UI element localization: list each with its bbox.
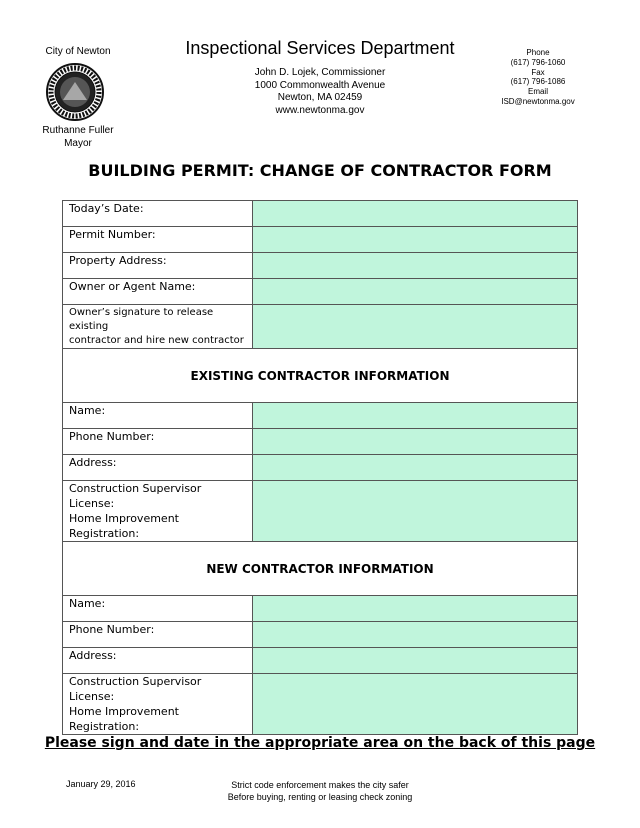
new-license-input[interactable] xyxy=(253,674,578,735)
table-row xyxy=(63,481,578,542)
table-row xyxy=(63,622,578,648)
field-label: Permit Number: xyxy=(63,227,253,253)
field-label: Address: xyxy=(63,648,253,674)
field-label: Phone Number: xyxy=(63,622,253,648)
new-name-input[interactable] xyxy=(253,596,578,622)
phone-number: (617) 796-1060 xyxy=(510,57,566,67)
field-label: Address: xyxy=(63,455,253,481)
city-state-zip: Newton, MA 02459 xyxy=(277,92,363,103)
table-row xyxy=(63,455,578,481)
table-row xyxy=(63,253,578,279)
signature-label-line2: contractor and hire new contractor xyxy=(69,335,244,346)
email-label: Email xyxy=(527,87,548,97)
license-label xyxy=(63,674,253,735)
existing-name-input[interactable] xyxy=(253,403,578,429)
signature-label-line1: Owner’s signature to release existing xyxy=(69,307,214,332)
commissioner: John D. Lojek, Commissioner xyxy=(254,67,386,78)
table-row xyxy=(63,403,578,429)
field-label: Name: xyxy=(63,596,253,622)
license-label-line1: Construction Supervisor License: xyxy=(69,675,202,703)
field-label: Owner or Agent Name: xyxy=(63,279,253,305)
license-label xyxy=(63,481,253,542)
footer-slogan xyxy=(200,779,440,803)
existing-phone-input[interactable] xyxy=(253,429,578,455)
mayor-block xyxy=(28,124,128,150)
new-phone-input[interactable] xyxy=(253,622,578,648)
table-row xyxy=(63,674,578,735)
mayor-name: Ruthanne Fuller xyxy=(42,125,114,136)
new-address-input[interactable] xyxy=(253,648,578,674)
table-row xyxy=(63,596,578,622)
street-address: 1000 Commonwealth Avenue xyxy=(254,79,386,91)
table-row xyxy=(63,279,578,305)
slogan-line2: Before buying, renting or leasing check zoning xyxy=(227,792,413,802)
city-name: City of Newton xyxy=(45,46,111,57)
license-label-line2: Home Improvement Registration: xyxy=(69,512,179,540)
signature-label xyxy=(63,305,253,349)
field-label: Today’s Date: xyxy=(63,201,253,227)
table-row xyxy=(63,429,578,455)
existing-license-input[interactable] xyxy=(253,481,578,542)
permit-form-table xyxy=(62,200,578,735)
contact-block xyxy=(488,48,588,107)
email-address[interactable]: ISD@newtonma.gov xyxy=(501,96,575,106)
footer-date: January 29, 2016 xyxy=(66,779,136,789)
fax-label: Fax xyxy=(531,67,545,77)
website-link[interactable]: www.newtonma.gov xyxy=(275,104,365,116)
existing-contractor-heading: EXISTING CONTRACTOR INFORMATION xyxy=(63,349,578,403)
mayor-title: Mayor xyxy=(64,138,92,149)
new-contractor-heading: NEW CONTRACTOR INFORMATION xyxy=(63,542,578,596)
fax-number: (617) 796-1086 xyxy=(510,77,566,87)
section-row xyxy=(63,349,578,403)
section-row xyxy=(63,542,578,596)
department-address xyxy=(180,67,460,117)
todays-date-input[interactable] xyxy=(253,201,578,227)
table-row xyxy=(63,305,578,349)
field-label: Name: xyxy=(63,403,253,429)
table-row xyxy=(63,227,578,253)
slogan-line1: Strict code enforcement makes the city safer xyxy=(231,780,409,790)
field-label: Property Address: xyxy=(63,253,253,279)
permit-number-input[interactable] xyxy=(253,227,578,253)
table-row xyxy=(63,648,578,674)
property-address-input[interactable] xyxy=(253,253,578,279)
field-label: Phone Number: xyxy=(63,429,253,455)
form-title: BUILDING PERMIT: CHANGE OF CONTRACTOR FORM xyxy=(88,161,552,180)
owner-name-input[interactable] xyxy=(253,279,578,305)
city-seal-icon xyxy=(45,62,105,122)
department-title: Inspectional Services Department xyxy=(185,38,455,58)
existing-address-input[interactable] xyxy=(253,455,578,481)
phone-label: Phone xyxy=(526,48,550,57)
license-label-line1: Construction Supervisor License: xyxy=(69,482,202,510)
sign-instruction: Please sign and date in the appropriate area on the back of this page xyxy=(44,735,596,751)
owner-signature-input[interactable] xyxy=(253,305,578,349)
license-label-line2: Home Improvement Registration: xyxy=(69,705,179,733)
table-row xyxy=(63,201,578,227)
